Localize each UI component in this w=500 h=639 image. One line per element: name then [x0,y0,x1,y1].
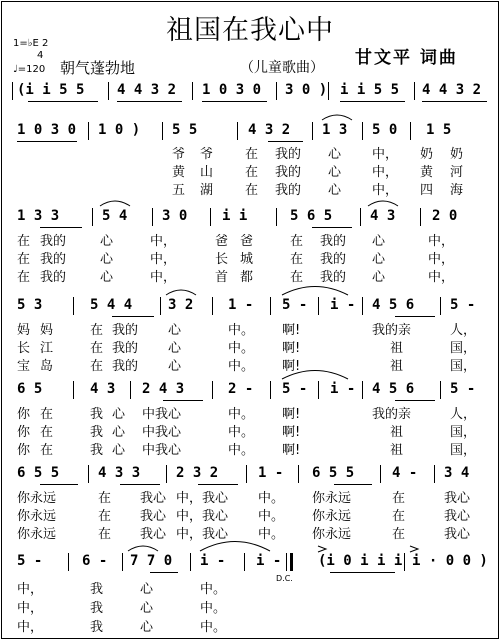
lyric-word: 在 [290,234,304,249]
lyric-word: 中。 [228,323,255,338]
barline [73,381,74,399]
measure: i - [200,553,226,569]
lyric-word: 黄 [420,165,434,180]
measure: 1 0 ) [98,122,141,138]
beam [28,101,98,102]
measure: 4 4 3 2 [117,82,177,98]
lyric-line [0,487,500,506]
lyric-word: 心 [100,252,114,267]
lyric-word: 国， [450,341,477,356]
measure: (i 0 i i i [318,553,403,569]
lyric-word: 心 [112,407,126,422]
lyric-line [0,143,500,162]
lyric-word: 心 [140,582,154,597]
lyric-word: 黄 [172,165,186,180]
key-signature [13,38,48,62]
lyric-word: 我的 [112,323,139,338]
lyric-word: 在 [40,407,54,422]
lyric-word: 首 [215,270,229,285]
measure: 3 0 ) [285,82,328,98]
lyric-line [0,248,500,267]
lyric-word: 我 [90,443,104,458]
barline [298,465,299,483]
lyric-word: 中，我心 [176,509,229,524]
barline [286,553,287,571]
lyric-word: 我的亲 [372,407,412,422]
notation-row [0,465,500,489]
measure: 1 - [228,297,254,313]
lyric-word: 我的 [275,165,302,180]
barline [328,82,329,100]
lyric-word: 你 [17,443,31,458]
lyric-word: 中， [372,165,399,180]
measure: 7 7 0 [130,553,173,569]
lyric-word: 祖 [390,341,404,356]
lyric-word: 啊! [282,341,301,356]
lyric-word: 啊! [282,407,301,422]
lyric-word: 心 [140,620,154,635]
measure: 6 5 5 [312,465,355,481]
lyric-word: 中， [428,252,455,267]
notation-row [0,381,500,405]
barline [312,122,313,140]
notation-row [0,208,500,232]
lyric-word: 在 [392,491,406,506]
lyric-word: 河 [450,165,464,180]
lyric-word: 爸 [215,234,229,249]
lyric-word: 啊! [282,359,301,374]
measure: i · 0 0 ) [412,553,488,569]
lyric-word: 在 [245,165,259,180]
lyric-word: 中。 [200,601,227,616]
lyric-word: 心 [328,147,342,162]
beam [112,316,154,317]
lyric-word: 中。 [228,407,255,422]
lyric-line [0,505,500,524]
beam [330,572,395,573]
lyric-word: 心 [328,183,342,198]
beam [340,101,405,102]
lyric-word: 你永远 [312,527,352,542]
measure: 5 - [282,297,308,313]
lyric-line [0,421,500,440]
beam [312,227,352,228]
measure: 5 - [17,553,43,569]
lyric-word: 在 [17,252,31,267]
lyric-word: 我的 [275,147,302,162]
barline [88,122,89,140]
lyric-word: 我的 [320,252,347,267]
lyric-word: 心 [100,270,114,285]
barline [420,208,421,226]
measure: 2 4 3 [142,381,185,397]
beam [198,484,238,485]
lyric-word: 在 [290,252,304,267]
lyric-word: 心 [140,601,154,616]
measure: 1 3 [322,122,348,138]
lyric-word: 中我心 [142,407,182,422]
measure: 5 - [450,297,476,313]
lyric-word: 中我心 [142,425,182,440]
barline [276,208,277,226]
lyric-word: 在 [40,443,54,458]
measure: i i 5 5 [340,82,400,98]
lyric-word: 中， [372,183,399,198]
lyric-word: 你 [17,407,31,422]
measure: 6 5 [17,381,43,397]
lyric-line [0,523,500,542]
key-line-2: 4 [37,50,44,61]
lyric-word: 中， [428,270,455,285]
measure: 4 - [392,465,418,481]
measure: 5 4 4 [90,297,133,313]
lyric-line [0,578,500,597]
barline [212,297,213,315]
measure: 5 - [450,381,476,397]
lyric-word: 心 [112,443,126,458]
barline [270,381,271,399]
lyric-word: 中，我心 [176,527,229,542]
lyric-word: 心 [372,270,386,285]
measure: 1 5 [426,122,452,138]
lyric-word: 江 [40,341,54,356]
lyric-word: 在 [40,425,54,440]
barline [244,553,245,571]
barline [152,208,153,226]
measure: 5 4 [102,208,128,224]
measure: 3 2 [168,297,194,313]
lyric-word: 在 [90,323,104,338]
lyric-word: 在 [17,234,31,249]
beam [40,484,78,485]
lyric-word: 中， [428,234,455,249]
composer-credit: 甘文平 词曲 [355,48,458,68]
beam [334,484,372,485]
lyric-word: 祖 [390,443,404,458]
beam [150,572,178,573]
beam [40,227,82,228]
da-capo-mark: D.C. [276,574,293,583]
measure: 4 5 6 [372,297,415,313]
barline [92,208,93,226]
lyric-word: 海 [450,183,464,198]
barline [160,297,161,315]
lyric-word: 祖 [390,425,404,440]
lyric-word: 奶 [420,147,434,162]
song-subtitle: （儿童歌曲） [240,60,324,76]
measure: i - [330,381,356,397]
measure: 5 5 [172,122,198,138]
lyric-word: 我心 [444,509,471,524]
key-line-1: 1=♭E 2 [13,38,49,49]
measure: 4 3 [370,208,396,224]
lyric-word: 心 [100,234,114,249]
lyric-word: 在 [98,509,112,524]
tempo-mark: ♩=120 [13,64,46,75]
lyric-word: 我心 [140,491,167,506]
lyric-word: 在 [90,341,104,356]
lyric-word: 中。 [200,620,227,635]
measure: 1 0 3 0 [202,82,262,98]
beam [395,316,435,317]
barline [108,82,109,100]
lyric-word: 长 [17,341,31,356]
barline [318,297,319,315]
measure: 4 5 6 [372,381,415,397]
measure: 1 3 3 [17,208,60,224]
barline [440,381,441,399]
lyric-word: 中， [372,147,399,162]
lyric-word: 心 [168,323,182,338]
lyric-word: 在 [245,147,259,162]
lyric-word: 中。 [258,527,285,542]
barline [130,381,131,399]
barline [192,82,193,100]
barline [276,82,277,100]
measure: i - [330,297,356,313]
measure: 5 6 5 [290,208,333,224]
lyric-word: 中， [150,234,177,249]
lyric-word: 我的 [275,183,302,198]
lyric-word: 心 [372,252,386,267]
lyric-word: 我的 [112,359,139,374]
lyric-word: 在 [98,491,112,506]
lyric-word: 奶 [450,147,464,162]
lyric-word: 中， [150,252,177,267]
notation-row [0,82,500,106]
lyric-line [0,266,500,285]
lyric-line [0,355,500,374]
lyric-word: 在 [98,527,112,542]
lyric-word: 湖 [200,183,214,198]
beam [163,400,203,401]
lyric-word: 在 [392,509,406,524]
barline [414,82,415,100]
lyric-word: 我的 [40,252,67,267]
lyric-word: 心 [112,425,126,440]
lyric-word: 你永远 [17,527,57,542]
beam [395,400,435,401]
lyric-word: 中。 [228,443,255,458]
beam [120,484,160,485]
lyric-word: 中。 [228,341,255,356]
lyric-word: 我 [90,620,104,635]
lyric-line [0,319,500,338]
lyric-word: 中我心 [142,443,182,458]
barline [362,297,363,315]
beam [17,141,77,142]
lyric-word: 在 [245,183,259,198]
barline [190,553,191,571]
lyric-word: 爷 [172,147,186,162]
lyric-word: 妈 [17,323,31,338]
lyric-line [0,230,500,249]
barline [270,297,271,315]
barline [12,82,13,100]
measure: 4 3 2 [248,122,291,138]
lyric-line [0,179,500,198]
barline [440,297,441,315]
lyric-line [0,439,500,458]
measure: 5 - [282,381,308,397]
lyric-word: 五 [172,183,186,198]
lyric-word: 我的 [40,270,67,285]
measure: i - [256,553,282,569]
measure: i i [222,208,248,224]
barline [210,208,211,226]
expression-mark: 朝气蓬勃地 [60,59,136,77]
lyric-word: 心 [328,165,342,180]
beam [268,141,303,142]
measure: 2 - [228,381,254,397]
measure: 4 3 3 [98,465,141,481]
measure: 5 3 [17,297,43,313]
lyric-word: 都 [240,270,254,285]
lyric-word: 城 [240,252,254,267]
measure: (i i 5 5 [17,82,85,98]
lyric-line [0,616,500,635]
measure: 5 0 [372,122,398,138]
lyric-line [0,597,500,616]
barline [362,122,363,140]
lyric-word: 我心 [140,527,167,542]
lyric-word: 国， [450,359,477,374]
lyric-word: 中。 [258,509,285,524]
lyric-word: 爷 [200,147,214,162]
measure: 2 0 [432,208,458,224]
lyric-word: 我心 [444,527,471,542]
lyric-word: 我的亲 [372,323,412,338]
lyric-word: 啊! [282,425,301,440]
barline [122,553,123,571]
lyric-word: 我 [90,582,104,597]
lyric-word: 心 [168,341,182,356]
barline [360,208,361,226]
lyric-word: 我的 [320,234,347,249]
barline [68,553,69,571]
lyric-word: 在 [392,527,406,542]
measure: 1 0 3 0 [17,122,77,138]
barline [434,465,435,483]
lyric-word: 人， [450,323,477,338]
barline [88,465,89,483]
notation-row [0,297,500,321]
lyric-word: 心 [168,359,182,374]
barline [362,381,363,399]
lyric-word: 你永远 [312,491,352,506]
lyric-line [0,337,500,356]
lyric-line [0,161,500,180]
barline [380,465,381,483]
lyric-word: 我心 [140,509,167,524]
lyric-word: 我 [90,601,104,616]
lyric-word: 在 [90,359,104,374]
lyric-word: 中，我心 [176,491,229,506]
barline [212,381,213,399]
barline [246,465,247,483]
lyric-word: 你 [17,425,31,440]
lyric-word: 国， [450,425,477,440]
measure: 4 4 3 2 [422,82,482,98]
barline [166,465,167,483]
lyric-word: 我 [90,407,104,422]
measure: 3 4 [444,465,470,481]
measure: 3 0 [162,208,188,224]
barline [162,122,163,140]
lyric-word: 山 [200,165,214,180]
lyric-word: 中。 [258,491,285,506]
lyric-word: 妈 [40,323,54,338]
lyric-word: 爸 [240,234,254,249]
lyric-word: 在 [290,270,304,285]
measure: 1 - [258,465,284,481]
measure: 2 3 2 [176,465,219,481]
barline [73,297,74,315]
barline [404,553,405,571]
beam [202,101,267,102]
lyric-word: 中， [17,601,44,616]
lyric-word: 我 [90,425,104,440]
measure: 6 5 5 [17,465,60,481]
barline [318,381,319,399]
lyric-word: 宝 [17,359,31,374]
barline [410,122,411,140]
lyric-word: 中， [17,582,44,597]
lyric-word: 中。 [200,582,227,597]
notation-row [0,553,500,577]
lyric-word: 我的 [40,234,67,249]
lyric-word: 心 [372,234,386,249]
lyric-line [0,403,500,422]
lyric-word: 你永远 [17,509,57,524]
lyric-word: 中， [17,620,44,635]
barline [237,122,238,140]
lyric-word: 国， [450,443,477,458]
lyric-word: 中。 [228,359,255,374]
lyric-word: 我的 [320,270,347,285]
measure: 6 - [82,553,108,569]
song-title: 祖国在我心中 [166,15,334,46]
lyric-word: 中。 [228,425,255,440]
lyric-word: 我的 [112,341,139,356]
lyric-word: 在 [17,270,31,285]
lyric-word: 祖 [390,359,404,374]
beam [422,101,487,102]
lyric-word: 长 [215,252,229,267]
lyric-word: 啊! [282,323,301,338]
lyric-word: 我心 [444,491,471,506]
lyric-word: 人， [450,407,477,422]
lyric-word: 岛 [40,359,54,374]
measure: 4 3 [90,381,116,397]
lyric-word: 你永远 [17,491,57,506]
lyric-word: 你永远 [312,509,352,524]
lyric-word: 啊! [282,443,301,458]
final-barline [290,553,293,571]
beam [117,101,182,102]
lyric-word: 四 [420,183,434,198]
lyric-word: 中， [150,270,177,285]
